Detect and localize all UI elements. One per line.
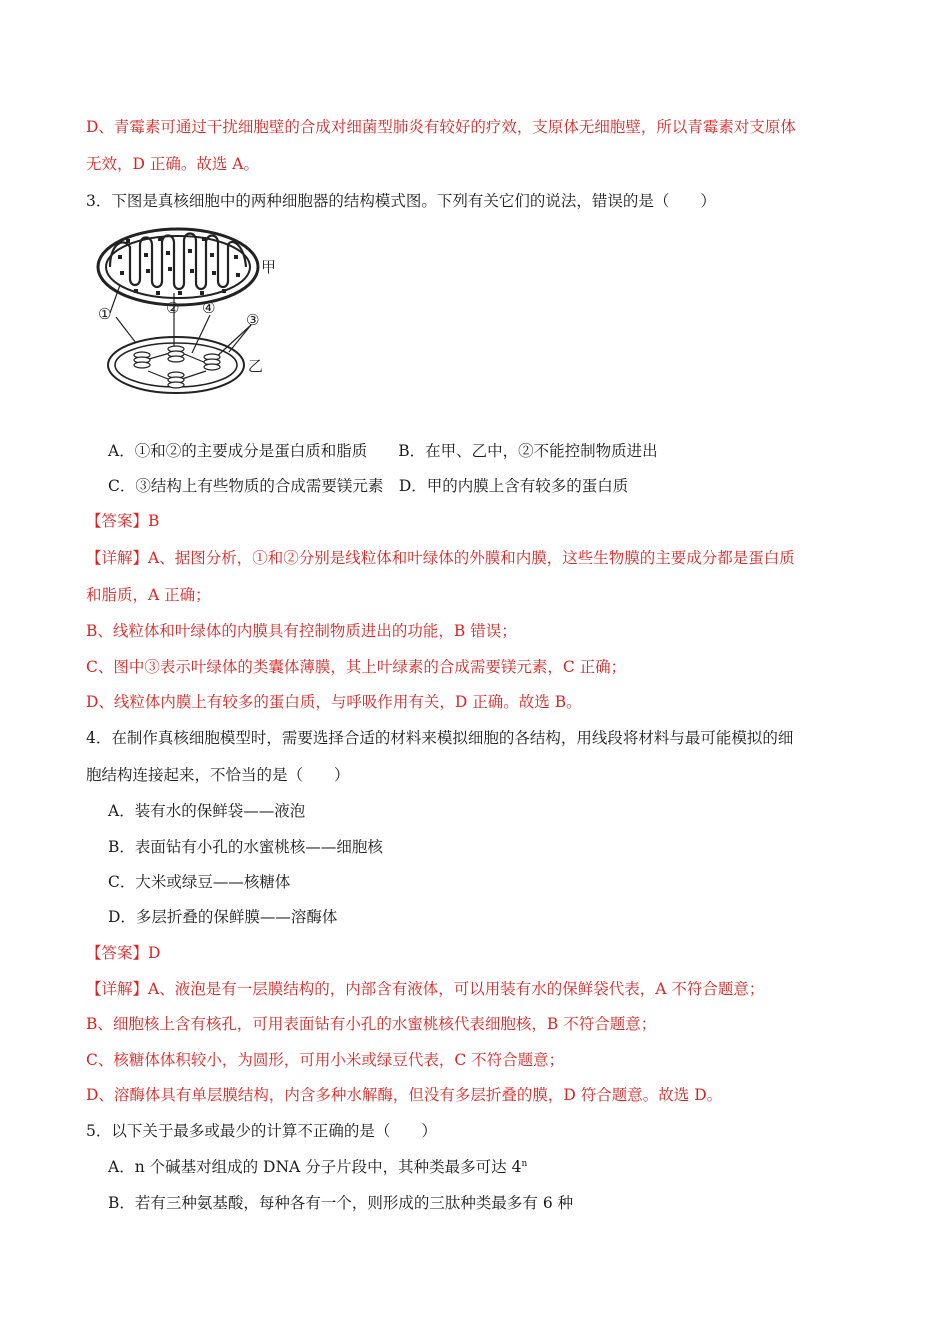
- label-num-2: ②: [166, 299, 180, 317]
- q3-detail-line2: 和脂质，A 正确；: [86, 586, 211, 604]
- q4-detail-line1: 【详解】A、液泡是有一层膜结构的，内部含有液体，可以用装有水的保鲜袋代表，A 不符合题意；: [86, 980, 765, 998]
- q3-answer: 【答案】B: [86, 512, 160, 530]
- q3-stem: 3．下图是真核细胞中的两种细胞器的结构模式图。下列有关它们的说法，错误的是（ ）: [86, 192, 716, 210]
- q4-option-c: C．大米或绿豆——核糖体: [108, 873, 291, 891]
- q5-option-a-text: A．n 个碱基对组成的 DNA 分子片段中，其种类最多可达 4: [108, 1158, 522, 1176]
- q3-detail-line4: C、图中③表示叶绿体的类囊体薄膜，其上叶绿素的合成需要镁元素，C 正确；: [86, 658, 627, 676]
- mitochondrion-figure: [98, 229, 276, 305]
- q3-options-row2: C．③结构上有些物质的合成需要镁元素 D．甲的内膜上含有较多的蛋白质: [108, 477, 629, 495]
- organelle-diagram: [96, 225, 291, 400]
- q4-detail-line3: C、核糖体体积较小，为圆形，可用小米或绿豆代表，C 不符合题意；: [86, 1051, 565, 1069]
- q4-detail-line4: D、溶酶体具有单层膜结构，内含多种水解酶，但没有多层折叠的膜，D 符合题意。故选 D。: [86, 1086, 723, 1104]
- label-jia: 甲: [261, 258, 277, 276]
- chloroplast-figure: [108, 337, 263, 393]
- q4-option-b: B．表面钻有小孔的水蜜桃核——细胞核: [108, 838, 383, 856]
- q5-option-a-exponent: n: [521, 1158, 528, 1169]
- q4-detail-line2: B、细胞核上含有核孔，可用表面钻有小孔的水蜜桃核代表细胞核，B 不符合题意；: [86, 1015, 657, 1033]
- organelle-diagram-svg: [96, 225, 291, 400]
- q4-answer: 【答案】D: [86, 944, 161, 962]
- label-num-3: ③: [246, 311, 260, 329]
- q4-option-a: A．装有水的保鲜袋——液泡: [108, 802, 306, 820]
- q3-detail-line5: D、线粒体内膜上有较多的蛋白质，与呼吸作用有关，D 正确。故选 B。: [86, 693, 582, 711]
- q5-option-b: B．若有三种氨基酸，每种各有一个，则形成的三肽种类最多有 6 种: [108, 1194, 574, 1212]
- q3-options-row1: A．①和②的主要成分是蛋白质和脂质 B．在甲、乙中，②不能控制物质进出: [108, 442, 658, 460]
- q5-stem: 5．以下关于最多或最少的计算不正确的是（ ）: [86, 1122, 437, 1140]
- q4-stem-line2: 胞结构连接起来，不恰当的是（ ）: [86, 766, 350, 784]
- q5-option-a: [108, 1156, 527, 1178]
- q2-detail-d-line1: D、青霉素可通过干扰细胞壁的合成对细菌型肺炎有较好的疗效，支原体无细胞壁，所以青霉素对支原体: [86, 118, 796, 136]
- q2-detail-d-line2: 无效，D 正确。故选 A。: [86, 155, 259, 173]
- q3-detail-line1: 【详解】A、据图分析，①和②分别是线粒体和叶绿体的外膜和内膜，这些生物膜的主要成分都是蛋白质: [86, 549, 795, 567]
- q4-stem-line1: 4．在制作真核细胞模型时，需要选择合适的材料来模拟细胞的各结构，用线段将材料与最可能模拟的细: [86, 729, 794, 747]
- label-num-4: ④: [202, 299, 216, 317]
- label-yi: 乙: [248, 357, 264, 375]
- q4-option-d: D．多层折叠的保鲜膜——溶酶体: [108, 908, 338, 926]
- q3-detail-line3: B、线粒体和叶绿体的内膜具有控制物质进出的功能，B 错误；: [86, 622, 517, 640]
- label-num-1: ①: [98, 305, 112, 323]
